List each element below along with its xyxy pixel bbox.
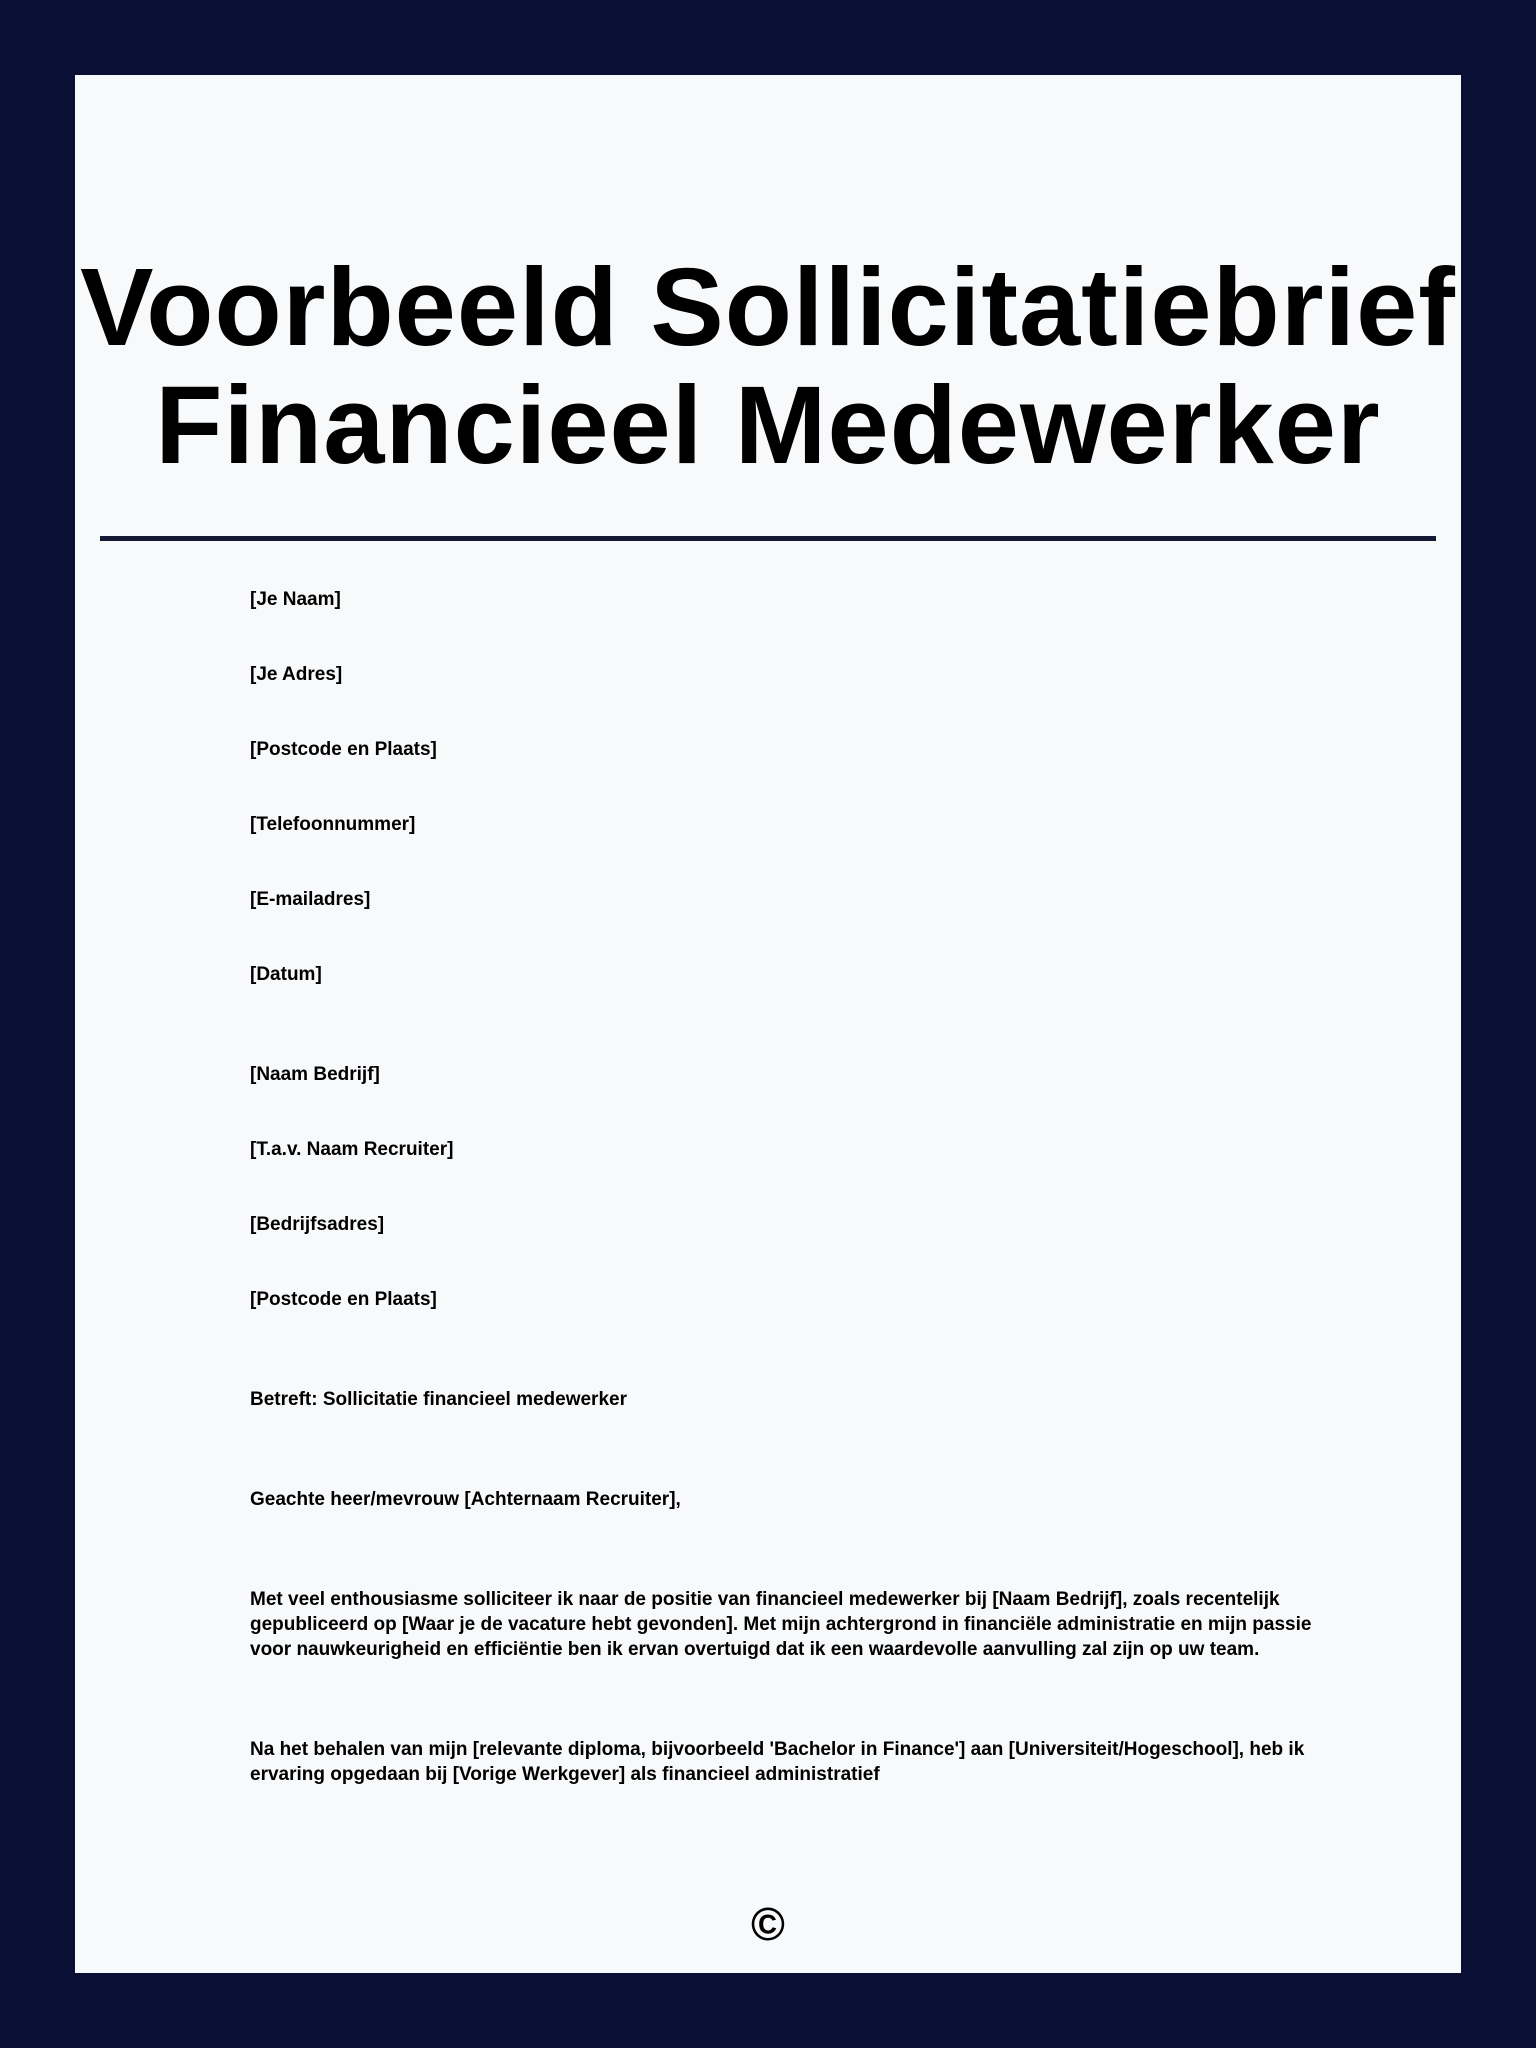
letter-salutation: Geachte heer/mevrouw [Achternaam Recruiter], [250,1489,681,1510]
letter-subject: Betreft: Sollicitatie financieel medewerker [250,1389,627,1410]
sender-name: [Je Naam] [250,589,341,610]
title-divider [100,536,1436,541]
letter-date: [Datum] [250,964,322,985]
copyright-icon: © [751,1898,785,1950]
sender-email: [E-mailadres] [250,889,371,910]
sender-address: [Je Adres] [250,664,343,685]
sender-postal-city: [Postcode en Plaats] [250,739,437,760]
recipient-postal-city: [Postcode en Plaats] [250,1289,437,1310]
recipient-attention: [T.a.v. Naam Recruiter] [250,1139,454,1160]
title-line-1: Voorbeeld Sollicitatiebrief [80,246,1456,369]
letter-body [250,587,1330,1787]
title-line-2: Financieel Medewerker [155,364,1381,487]
recipient-company: [Naam Bedrijf] [250,1064,380,1085]
letter-paragraph-1: Met veel enthousiasme solliciteer ik naar de positie van financieel medewerker bij [Naam Bedrijf], zoals recentelijk gepubliceerd op [Waar je de vacature hebt gevonden]. Met mijn achtergrond in financiële administratie en mijn passie voor nauwkeurigheid en efficiëntie ben ik ervan overtuigd dat ik een waardevolle aanvulling zal zijn op uw team. [250,1589,1312,1660]
document-page [75,75,1461,1973]
recipient-address: [Bedrijfsadres] [250,1214,385,1235]
page-title [75,246,1461,487]
letter-paragraph-2: Na het behalen van mijn [relevante diploma, bijvoorbeeld 'Bachelor in Finance'] aan [Universiteit/Hogeschool], heb ik ervaring opgedaan bij [Vorige Werkgever] als financieel administratief [250,1739,1305,1785]
sender-phone: [Telefoonnummer] [250,814,416,835]
